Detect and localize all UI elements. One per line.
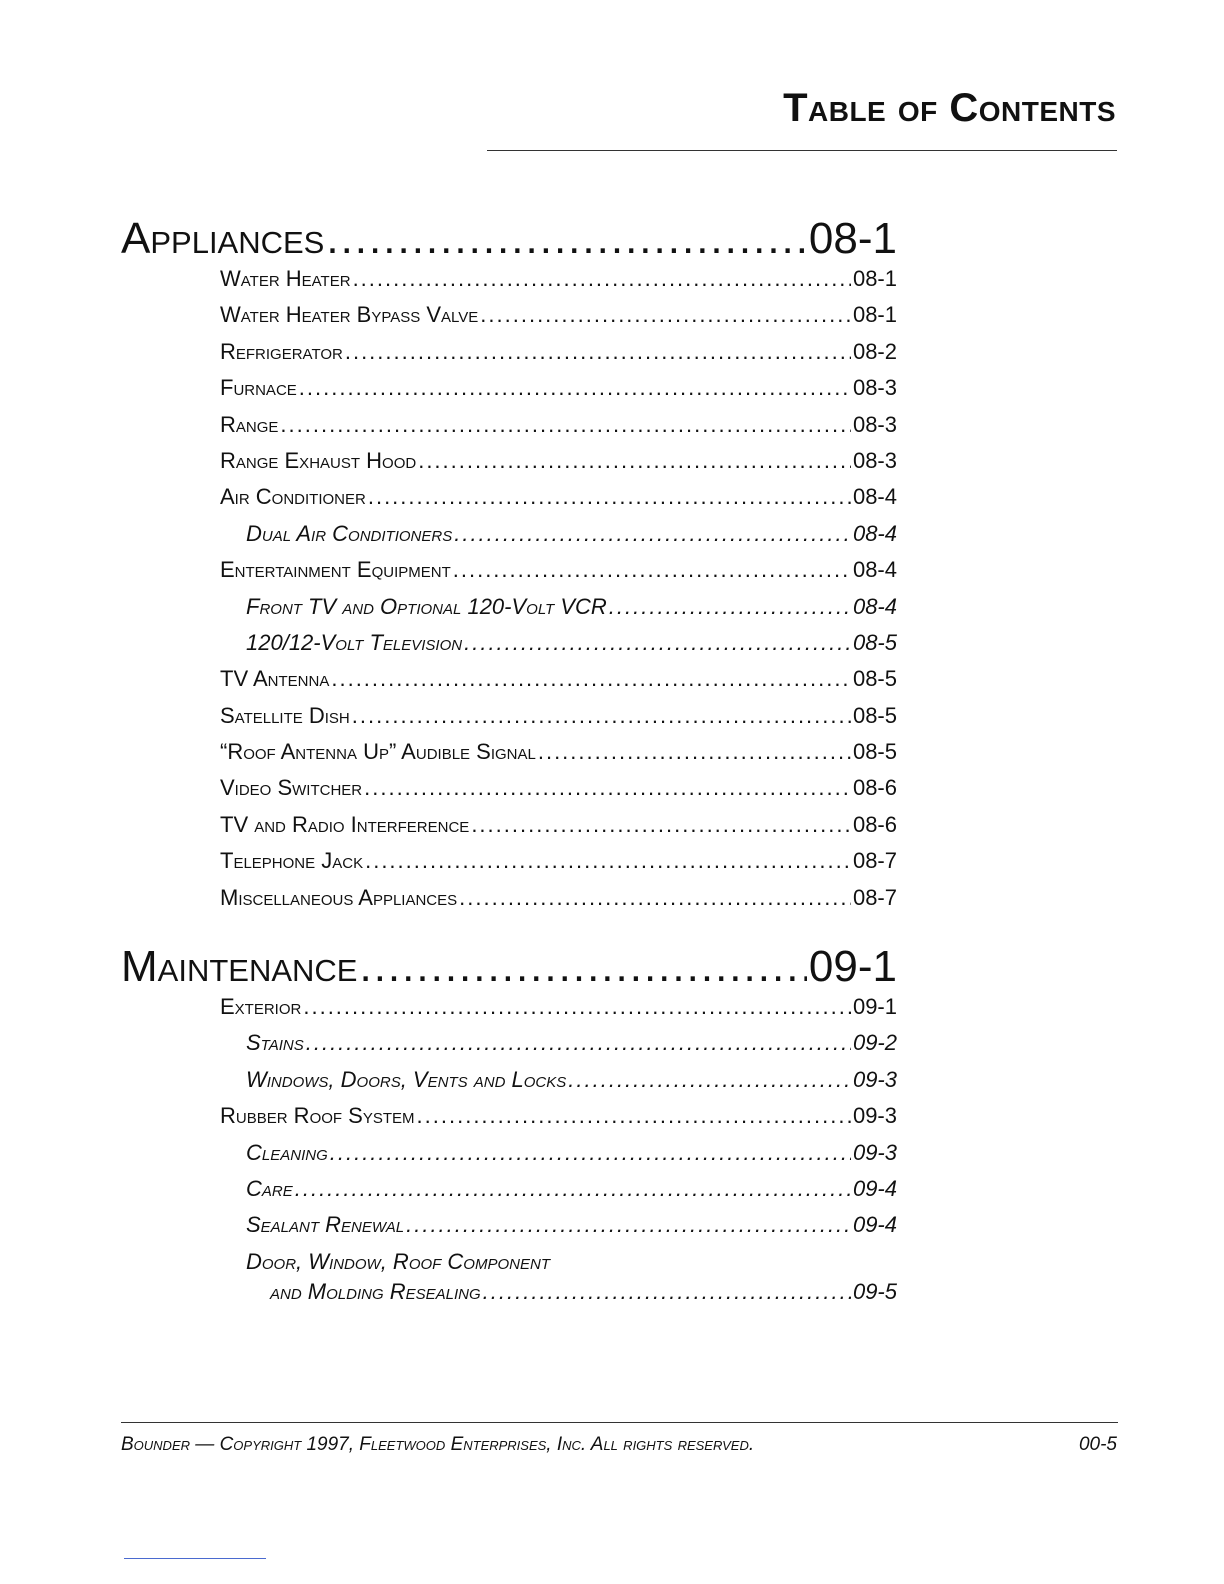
entry-label: Dual Air Conditioners — [246, 520, 453, 546]
entry-page: 08-3 — [852, 447, 897, 473]
leader-dots — [280, 412, 851, 438]
entry-page: 09-3 — [852, 1103, 897, 1129]
entry-label: Windows, Doors, Vents and Locks — [246, 1066, 567, 1092]
entry-label: TV Antenna — [220, 666, 330, 692]
entry-label: Entertainment Equipment — [220, 557, 451, 583]
leader-dots — [295, 1176, 851, 1202]
leader-dots — [326, 214, 807, 264]
entry-label: Refrigerator — [220, 338, 343, 364]
toc-entry[interactable] — [220, 339, 897, 375]
entry-page: 08-4 — [852, 593, 897, 619]
leader-dots — [480, 302, 851, 328]
entry-page: 08-3 — [852, 375, 897, 401]
leader-dots — [359, 942, 806, 992]
toc-entry[interactable] — [220, 266, 897, 302]
toc-subentry[interactable] — [220, 1212, 897, 1248]
entry-page: 09-3 — [852, 1066, 897, 1092]
leader-dots — [406, 1212, 851, 1238]
toc-entry[interactable] — [220, 775, 897, 811]
section-page: 08-1 — [808, 214, 897, 263]
entry-page: 08-3 — [852, 411, 897, 437]
entry-label: Door, Window, Roof Component — [246, 1248, 550, 1274]
toc-subentry[interactable] — [220, 594, 897, 630]
toc-entry[interactable] — [220, 848, 897, 884]
entry-label: Care — [246, 1175, 293, 1201]
leader-dots — [364, 775, 851, 801]
entry-label: Rubber Roof System — [220, 1103, 415, 1129]
leader-dots — [306, 1030, 851, 1056]
entry-page: 08-2 — [852, 338, 897, 364]
toc-entry[interactable] — [220, 1103, 897, 1139]
entry-label: TV and Radio Interference — [220, 811, 470, 837]
leader-dots — [538, 739, 851, 765]
entry-page: 08-5 — [852, 739, 897, 765]
section-heading[interactable] — [121, 214, 897, 266]
entry-page: 08-7 — [852, 884, 897, 910]
footer-copyright: Bounder — Copyright 1997, Fleetwood Enterprises, Inc. All rights reserved. — [121, 1434, 755, 1455]
entry-label: Video Switcher — [220, 775, 363, 801]
section-heading[interactable] — [121, 942, 897, 994]
entry-page: 08-1 — [852, 302, 897, 328]
entry-label: Satellite Dish — [220, 702, 350, 728]
leader-dots — [330, 1140, 851, 1166]
section-title: Appliances — [121, 214, 325, 263]
entry-label: Water Heater — [220, 266, 351, 291]
entry-page: 08-5 — [852, 629, 897, 655]
toc-entry[interactable] — [220, 448, 897, 484]
toc-entry[interactable] — [220, 375, 897, 411]
toc-entries — [220, 994, 897, 1315]
entry-label: Stains — [246, 1030, 304, 1056]
entry-page: 08-7 — [852, 848, 897, 874]
toc-entries — [220, 266, 897, 921]
leader-dots — [568, 1067, 851, 1093]
entry-label: Front TV and Optional 120-Volt VCR — [246, 593, 607, 619]
entry-label: Range — [220, 411, 279, 437]
toc-entry[interactable] — [220, 666, 897, 702]
scan-mark — [124, 1558, 266, 1559]
toc-section-maintenance — [121, 942, 897, 1315]
leader-dots — [471, 812, 851, 838]
toc-entry[interactable] — [220, 812, 897, 848]
leader-dots — [609, 594, 851, 620]
toc-subentry-continuation[interactable] — [220, 1279, 897, 1315]
leader-dots — [454, 521, 851, 547]
entry-label: Air Conditioner — [220, 484, 366, 510]
toc-subentry[interactable] — [220, 1249, 897, 1279]
leader-dots — [483, 1279, 851, 1305]
toc-subentry[interactable] — [220, 521, 897, 557]
entry-page: 09-2 — [852, 1030, 897, 1056]
entry-label: Exterior — [220, 994, 302, 1019]
entry-label: Range Exhaust Hood — [220, 447, 417, 473]
leader-dots — [418, 448, 851, 474]
entry-label: Furnace — [220, 375, 297, 401]
toc-subentry[interactable] — [220, 1140, 897, 1176]
toc-entry[interactable] — [220, 484, 897, 520]
leader-dots — [345, 339, 851, 365]
leader-dots — [352, 703, 851, 729]
entry-page: 08-1 — [852, 266, 897, 291]
entry-label: “Roof Antenna Up” Audible Signal — [220, 739, 536, 765]
footer-divider — [121, 1422, 1118, 1423]
toc-entry[interactable] — [220, 703, 897, 739]
entry-page: 08-4 — [852, 557, 897, 583]
entry-label: Miscellaneous Appliances — [220, 884, 458, 910]
leader-dots — [299, 375, 851, 401]
toc-subentry[interactable] — [220, 1030, 897, 1066]
leader-dots — [331, 666, 851, 692]
leader-dots — [368, 484, 851, 510]
leader-dots — [365, 848, 851, 874]
entry-label: 120/12-Volt Television — [246, 629, 463, 655]
toc-entry[interactable] — [220, 994, 897, 1030]
leader-dots — [417, 1103, 851, 1129]
leader-dots — [459, 885, 851, 911]
footer-page-number: 00-5 — [1078, 1434, 1117, 1455]
leader-dots — [353, 266, 851, 292]
entry-page: 09-4 — [852, 1212, 897, 1238]
entry-page: 09-4 — [852, 1175, 897, 1201]
entry-page: 08-6 — [852, 775, 897, 801]
header-divider — [487, 150, 1117, 151]
entry-label: and Molding Resealing — [270, 1278, 481, 1304]
section-page: 09-1 — [808, 942, 897, 991]
toc-subentry[interactable] — [220, 1067, 897, 1103]
entry-page: 08-5 — [852, 702, 897, 728]
section-title: Maintenance — [121, 942, 358, 991]
page-title: Table of Contents — [783, 86, 1116, 130]
entry-page: 08-4 — [852, 484, 897, 510]
entry-page: 09-3 — [852, 1139, 897, 1165]
leader-dots — [453, 557, 851, 583]
toc-subentry[interactable] — [220, 1176, 897, 1212]
entry-label: Water Heater Bypass Valve — [220, 302, 479, 328]
leader-dots — [464, 630, 851, 656]
entry-page: 08-6 — [852, 811, 897, 837]
entry-page: 09-1 — [852, 994, 897, 1019]
entry-label: Telephone Jack — [220, 848, 364, 874]
entry-page: 08-4 — [852, 520, 897, 546]
toc-entry[interactable] — [220, 557, 897, 593]
toc-entry[interactable] — [220, 302, 897, 338]
toc-entry[interactable] — [220, 412, 897, 448]
toc-entry[interactable] — [220, 885, 897, 921]
toc-section-appliances — [121, 214, 897, 921]
entry-page: 08-5 — [852, 666, 897, 692]
toc-subentry[interactable] — [220, 630, 897, 666]
entry-label: Cleaning — [246, 1139, 328, 1165]
entry-page: 09-5 — [852, 1278, 897, 1304]
toc-entry[interactable] — [220, 739, 897, 775]
leader-dots — [303, 994, 851, 1020]
entry-label: Sealant Renewal — [246, 1212, 405, 1238]
